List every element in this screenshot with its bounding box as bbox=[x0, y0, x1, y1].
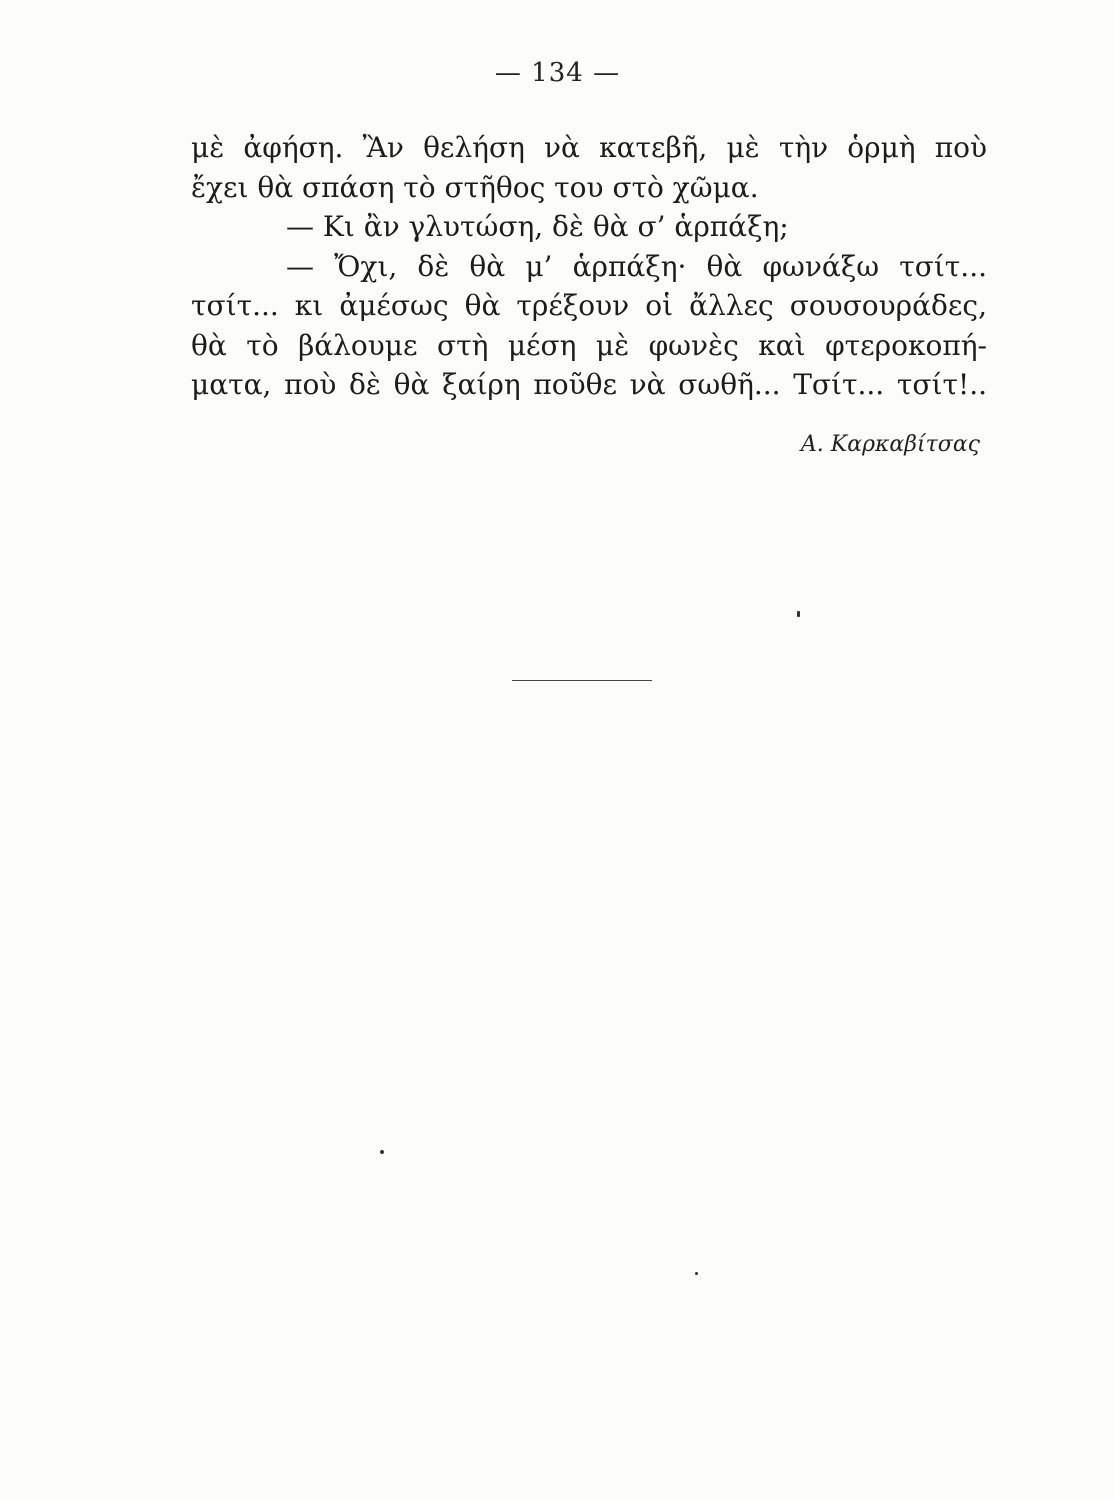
page-number: — 134 — bbox=[494, 58, 621, 88]
body-text bbox=[191, 128, 987, 405]
text-line: — Κι ἂν γλυτώση, δὲ θὰ σ’ ἁρπάξη; bbox=[286, 210, 789, 243]
text-line: θὰ τὸ βάλουμε στὴ μέση μὲ φωνὲς καὶ φτεροκοπή- bbox=[191, 328, 987, 362]
text-line: ἔχει θὰ σπάση τὸ στῆθος του στὸ χῶμα. bbox=[191, 170, 759, 204]
text-line: — Ὄχι, δὲ θὰ μ’ ἁρπάξη· θὰ φωνάξω τσίτ... bbox=[286, 249, 987, 283]
ink-speck bbox=[797, 611, 800, 617]
section-divider bbox=[512, 680, 652, 681]
author-signature: Α. Καρκαβίτσας bbox=[800, 432, 980, 457]
text-line: τσίτ... κι ἀμέσως θὰ τρέξουν οἱ ἄλλες σουσουράδες, bbox=[191, 289, 987, 322]
text-line: μὲ ἀφήση. Ἂν θελήση νὰ κατεβῆ, μὲ τὴν ὁρμὴ ποὺ bbox=[191, 131, 987, 164]
text-line: ματα, ποὺ δὲ θὰ ξαίρη ποῦθε νὰ σωθῆ... Τσίτ... τσίτ!.. bbox=[191, 368, 987, 401]
ink-speck bbox=[695, 1272, 698, 1275]
ink-speck bbox=[380, 1150, 384, 1154]
